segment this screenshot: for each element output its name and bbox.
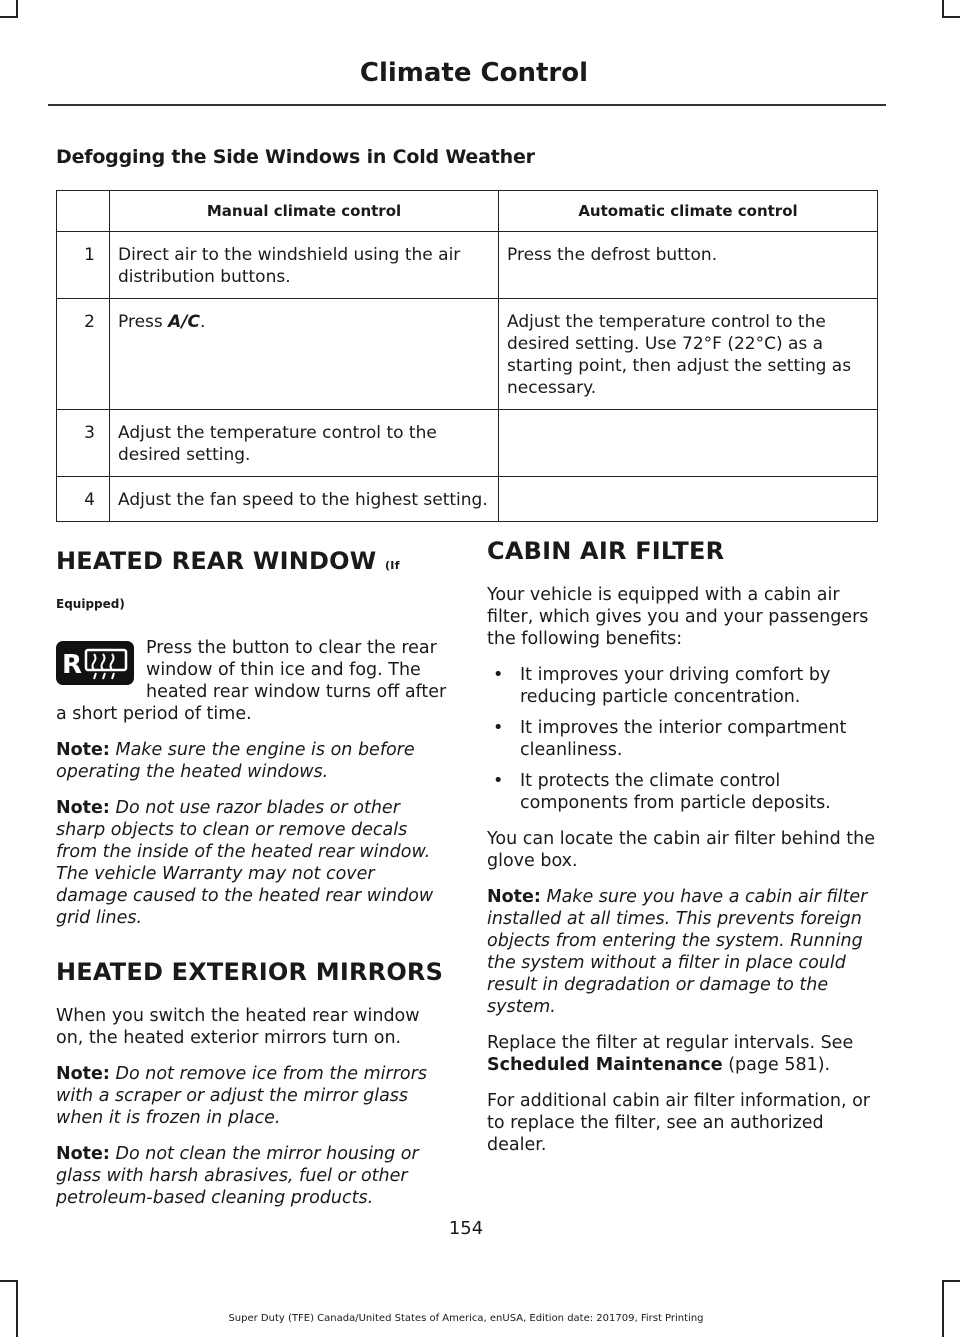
header-cell-manual: Manual climate control	[110, 191, 499, 232]
heated-rear-heading	[56, 546, 448, 581]
manual-step-suffix: .	[200, 312, 206, 332]
crop-mark-top-left-h	[0, 16, 18, 18]
heated-rear-heading-suffix: (If	[384, 559, 400, 572]
cabin-dealer: For additional cabin air filter information, or to replace the filter, see an authorized dealer.	[487, 1091, 870, 1155]
replace-text: Replace the filter at regular intervals. See	[487, 1033, 854, 1053]
footer-edition: Super Duty (TFE) Canada/United States of America, enUSA, Edition date: 201709, First Printing	[228, 1313, 704, 1324]
note-text: Do not clean the mirror housing or glass with harsh abrasives, fuel or other petroleum-based cleaning products.	[56, 1144, 419, 1208]
crop-mark-top-left	[16, 0, 18, 16]
header-cell-num	[57, 191, 110, 232]
defog-heading: Defogging the Side Windows in Cold Weather	[56, 146, 535, 168]
heated-rear-note-2	[56, 797, 448, 929]
mirrors-note-1	[56, 1063, 448, 1129]
table-header-row	[57, 191, 878, 232]
note-label: Note:	[487, 887, 541, 907]
note-label: Note:	[56, 740, 110, 760]
benefits-list	[487, 664, 879, 814]
table-row	[57, 232, 878, 299]
crop-mark-bottom-left-h	[0, 1280, 18, 1282]
note-label: Note:	[56, 1064, 110, 1084]
note-text: Do not remove ice from the mirrors with a scraper or adjust the mirror glass when it is frozen in place.	[56, 1064, 427, 1128]
heated-rear-note-1	[56, 739, 448, 783]
mirrors-heading: HEATED EXTERIOR MIRRORS	[56, 958, 444, 986]
page-reference: (page 581).	[722, 1055, 831, 1075]
crop-mark-bottom-right	[942, 1280, 944, 1337]
automatic-step: Press the defrost button.	[499, 232, 878, 299]
page-number: 154	[448, 1218, 484, 1239]
note-text: Do not use razor blades or other sharp objects to clean or remove decals from the inside of the heated rear window. The vehicle Warranty may not cover damage caused to the heated rear window grid lines.	[56, 798, 434, 928]
cabin-heading: CABIN AIR FILTER	[487, 537, 725, 565]
list-item: • It improves your driving comfort by reducing particle concentration.	[487, 664, 879, 708]
table-row	[57, 410, 878, 477]
note-text: Make sure you have a cabin air filter installed at all times. This prevents foreign objects from entering the system. Running the system without a filter in place could result in degradation or damage to the system.	[487, 887, 868, 1017]
header-cell-automatic: Automatic climate control	[499, 191, 878, 232]
heated-rear-heading-text: HEATED REAR WINDOW	[56, 547, 377, 575]
note-label: Note:	[56, 798, 110, 818]
scheduled-maintenance-link[interactable]: Scheduled Maintenance	[487, 1055, 723, 1075]
rear-defrost-icon	[56, 641, 134, 685]
crop-mark-top-right-h	[942, 16, 960, 18]
table-row	[57, 299, 878, 410]
crop-mark-bottom-right-h	[942, 1280, 960, 1282]
manual-step	[110, 299, 499, 410]
cabin-locate: You can locate the cabin air filter behind the glove box.	[487, 829, 876, 871]
manual-step-prefix: Press	[118, 312, 169, 332]
equipped-label: Equipped)	[56, 597, 125, 611]
automatic-step	[499, 410, 878, 477]
page-title: Climate Control	[359, 58, 588, 88]
left-column	[56, 536, 448, 1223]
mirrors-note-2	[56, 1143, 448, 1209]
row-number: 1	[57, 232, 110, 299]
mirrors-intro: When you switch the heated rear window on, the heated exterior mirrors turn on.	[56, 1006, 420, 1048]
row-number: 4	[57, 477, 110, 522]
manual-step: Adjust the fan speed to the highest setting.	[110, 477, 499, 522]
list-item: • It protects the climate control components from particle deposits.	[487, 770, 879, 814]
crop-mark-bottom-left	[16, 1280, 18, 1337]
defog-table	[56, 190, 878, 522]
header-rule	[48, 104, 886, 106]
row-number: 3	[57, 410, 110, 477]
note-label: Note:	[56, 1144, 110, 1164]
ac-label: A/C	[168, 312, 200, 332]
manual-step: Direct air to the windshield using the air distribution buttons.	[110, 232, 499, 299]
note-text: Make sure the engine is on before operating the heated windows.	[56, 740, 415, 782]
automatic-step: Adjust the temperature control to the desired setting. Use 72°F (22°C) as a starting point, then adjust the setting as necessary.	[499, 299, 878, 410]
automatic-step	[499, 477, 878, 522]
cabin-intro: Your vehicle is equipped with a cabin air filter, which gives you and your passengers the following benefits:	[487, 585, 869, 649]
list-item: • It improves the interior compartment cleanliness.	[487, 717, 879, 761]
cabin-note	[487, 886, 879, 1018]
rear-defrost-icon-letter: R	[62, 650, 83, 680]
table-row	[57, 477, 878, 522]
heated-rear-intro: R Press the button to clear the rear window of thin ice and fog. The heated rear window turns off after a short period of time.	[56, 638, 447, 724]
crop-mark-top-right	[942, 0, 944, 16]
manual-step: Adjust the temperature control to the desired setting.	[110, 410, 499, 477]
cabin-replace	[487, 1032, 879, 1076]
row-number: 2	[57, 299, 110, 410]
right-column	[487, 536, 879, 1170]
